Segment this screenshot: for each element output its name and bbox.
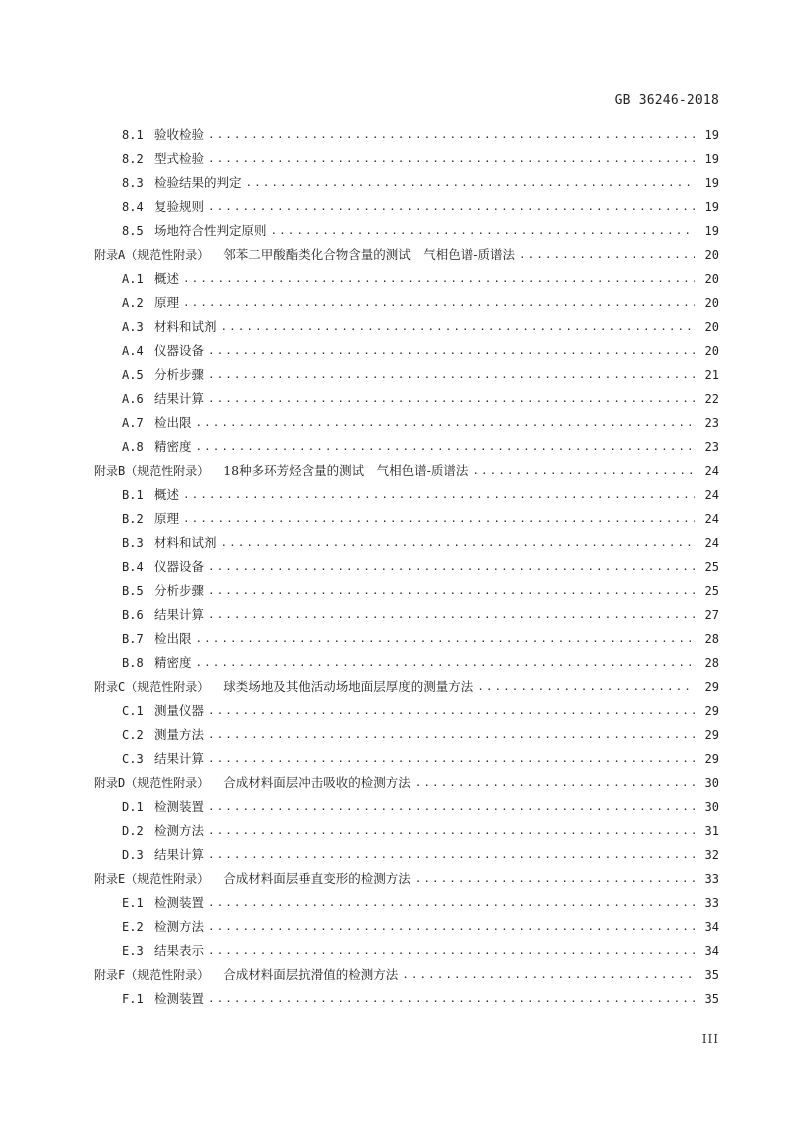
toc-page-number: 29 (704, 728, 719, 742)
toc-dot-leader (208, 843, 695, 867)
toc-page-number: 25 (704, 560, 719, 574)
toc-entry-title: 仪器设备 (154, 343, 205, 358)
toc-page-number: 19 (704, 200, 719, 214)
toc-dot-leader (246, 171, 695, 195)
toc-page-number: 35 (704, 968, 719, 982)
toc-page-number: 19 (704, 176, 719, 190)
toc-dot-leader (472, 459, 695, 483)
toc-entry-number: A.5 (122, 368, 144, 382)
toc-dot-leader (402, 963, 695, 987)
toc-dot-leader (208, 939, 695, 963)
toc-dot-leader (208, 363, 695, 387)
toc-page-number: 31 (704, 824, 719, 838)
toc-appendix-entry[interactable] (94, 675, 719, 699)
toc-entry-title: 测量仪器 (154, 703, 205, 718)
toc-entry-title: 材料和试剂 (154, 319, 217, 334)
toc-entry-title: 场地符合性判定原则 (154, 223, 267, 238)
toc-page-number: 33 (704, 872, 719, 886)
toc-dot-leader (208, 147, 695, 171)
toc-dot-leader (183, 483, 695, 507)
toc-dot-leader (208, 387, 695, 411)
toc-entry[interactable] (94, 435, 719, 459)
toc-page-number: 19 (704, 152, 719, 166)
toc-entry-title: 验收检验 (154, 127, 205, 142)
toc-entry-title: 检测方法 (154, 919, 205, 934)
toc-entry[interactable] (94, 531, 719, 555)
toc-entry-number: B.5 (122, 584, 144, 598)
toc-dot-leader (208, 795, 695, 819)
toc-page-number: 29 (704, 704, 719, 718)
toc-page-number: 21 (704, 368, 719, 382)
toc-entry-title: 结果计算 (154, 751, 205, 766)
toc-entry[interactable] (94, 315, 719, 339)
toc-entry-number: 附录C（规范性附录） (94, 680, 210, 694)
toc-entry[interactable] (94, 483, 719, 507)
toc-dot-leader (415, 771, 695, 795)
toc-entry[interactable] (94, 915, 719, 939)
toc-entry[interactable] (94, 747, 719, 771)
toc-entry[interactable] (94, 267, 719, 291)
toc-dot-leader (221, 315, 695, 339)
toc-entry-title: 概述 (154, 487, 180, 502)
toc-entry[interactable] (94, 507, 719, 531)
toc-dot-leader (208, 699, 695, 723)
toc-page-number: 30 (704, 776, 719, 790)
toc-dot-leader (519, 243, 695, 267)
toc-entry[interactable] (94, 939, 719, 963)
toc-entry[interactable] (94, 891, 719, 915)
toc-entry-number: 8.2 (122, 152, 144, 166)
toc-entry-number: B.8 (122, 656, 144, 670)
toc-page-number: 20 (704, 296, 719, 310)
toc-entry[interactable] (94, 651, 719, 675)
toc-entry-number: 附录D（规范性附录） (94, 776, 210, 790)
toc-appendix-entry[interactable] (94, 243, 719, 267)
toc-entry-title: 检测方法 (154, 823, 205, 838)
toc-appendix-entry[interactable] (94, 963, 719, 987)
toc-dot-leader (208, 915, 695, 939)
toc-entry-title: 原理 (154, 511, 180, 526)
toc-entry-title: 检验结果的判定 (154, 175, 242, 190)
toc-entry-title: 合成材料面层冲击吸收的检测方法 (223, 775, 411, 790)
toc-entry-title: 结果计算 (154, 847, 205, 862)
toc-page-number: 34 (704, 920, 719, 934)
toc-entry-number: E.3 (122, 944, 144, 958)
toc-entry-number: E.1 (122, 896, 144, 910)
toc-entry[interactable] (94, 147, 719, 171)
toc-entry[interactable] (94, 627, 719, 651)
toc-page-number: 32 (704, 848, 719, 862)
toc-entry[interactable] (94, 195, 719, 219)
toc-dot-leader (271, 219, 695, 243)
toc-page-number: 22 (704, 392, 719, 406)
toc-entry-number: E.2 (122, 920, 144, 934)
toc-entry-title: 合成材料面层抗滑值的检测方法 (223, 967, 399, 982)
toc-entry-number: C.3 (122, 752, 144, 766)
toc-entry-number: B.7 (122, 632, 144, 646)
toc-dot-leader (208, 555, 695, 579)
toc-entry[interactable] (94, 387, 719, 411)
toc-dot-leader (208, 339, 695, 363)
toc-entry-number: 8.3 (122, 176, 144, 190)
toc-entry-title: 结果计算 (154, 607, 205, 622)
toc-page-number: 30 (704, 800, 719, 814)
toc-entry-number: B.1 (122, 488, 144, 502)
toc-entry-number: 附录E（规范性附录） (94, 872, 210, 886)
toc-dot-leader (208, 723, 695, 747)
toc-entry-title: 合成材料面层垂直变形的检测方法 (223, 871, 411, 886)
toc-appendix-entry[interactable] (94, 459, 719, 483)
toc-page-number: 23 (704, 440, 719, 454)
toc-entry-number: 附录B（规范性附录） (94, 464, 210, 478)
toc-entry[interactable] (94, 123, 719, 147)
toc-page-number: 24 (704, 512, 719, 526)
toc-entry-title: 型式检验 (154, 151, 205, 166)
toc-entry-number: D.1 (122, 800, 144, 814)
toc-entry[interactable] (94, 795, 719, 819)
toc-page-number: 20 (704, 272, 719, 286)
toc-entry-number: A.1 (122, 272, 144, 286)
toc-entry[interactable] (94, 819, 719, 843)
toc-entry-title: 结果表示 (154, 943, 205, 958)
toc-entry-number: 8.1 (122, 128, 144, 142)
toc-dot-leader (196, 627, 695, 651)
toc-entry[interactable] (94, 363, 719, 387)
toc-entry-title: 复验规则 (154, 199, 205, 214)
toc-dot-leader (208, 195, 695, 219)
toc-entry-title: 精密度 (154, 655, 192, 670)
toc-entry-number: A.6 (122, 392, 144, 406)
toc-entry-number: A.7 (122, 416, 144, 430)
toc-page-number: 34 (704, 944, 719, 958)
toc-entry[interactable] (94, 555, 719, 579)
toc-entry[interactable] (94, 603, 719, 627)
toc-page-number: 20 (704, 320, 719, 334)
toc-page-number: 24 (704, 464, 719, 478)
toc-entry[interactable] (94, 411, 719, 435)
toc-entry[interactable] (94, 843, 719, 867)
page-folio: III (701, 1032, 719, 1046)
toc-entry-title: 18种多环芳烃含量的测试 气相色谱-质谱法 (223, 463, 469, 478)
toc-entry-title: 概述 (154, 271, 180, 286)
toc-entry[interactable] (94, 171, 719, 195)
toc-page-number: 35 (704, 992, 719, 1006)
toc-dot-leader (477, 675, 695, 699)
toc-dot-leader (208, 987, 695, 1011)
toc-entry-title: 检测装置 (154, 991, 205, 1006)
toc-entry-number: 8.4 (122, 200, 144, 214)
toc-entry-title: 测量方法 (154, 727, 205, 742)
standard-number: GB 36246-2018 (614, 93, 719, 108)
toc-page-number: 29 (704, 680, 719, 694)
toc-entry-title: 邻苯二甲酸酯类化合物含量的测试 气相色谱-质谱法 (223, 247, 515, 262)
toc-appendix-entry[interactable] (94, 771, 719, 795)
toc-entry[interactable] (94, 579, 719, 603)
toc-entry-title: 精密度 (154, 439, 192, 454)
toc-page-number: 24 (704, 488, 719, 502)
toc-appendix-entry[interactable] (94, 867, 719, 891)
toc-dot-leader (208, 603, 695, 627)
toc-entry-title: 原理 (154, 295, 180, 310)
toc-page-number: 20 (704, 248, 719, 262)
toc-page-number: 20 (704, 344, 719, 358)
toc-entry-number: B.4 (122, 560, 144, 574)
toc-entry-title: 球类场地及其他活动场地面层厚度的测量方法 (223, 679, 474, 694)
toc-entry-number: 8.5 (122, 224, 144, 238)
toc-entry-number: 附录F（规范性附录） (94, 968, 210, 982)
toc-dot-leader (208, 891, 695, 915)
toc-entry-number: C.1 (122, 704, 144, 718)
toc-entry-number: A.4 (122, 344, 144, 358)
toc-entry-title: 结果计算 (154, 391, 205, 406)
toc-dot-leader (208, 123, 695, 147)
toc-entry[interactable] (94, 291, 719, 315)
toc-page-number: 19 (704, 224, 719, 238)
toc-entry-title: 分析步骤 (154, 367, 205, 382)
toc-entry-number: C.2 (122, 728, 144, 742)
toc-entry-number: B.3 (122, 536, 144, 550)
toc-dot-leader (196, 651, 695, 675)
toc-dot-leader (221, 531, 695, 555)
toc-page-number: 33 (704, 896, 719, 910)
toc-dot-leader (183, 291, 695, 315)
toc-dot-leader (208, 579, 695, 603)
toc-page-number: 28 (704, 656, 719, 670)
toc-dot-leader (208, 819, 695, 843)
toc-dot-leader (196, 411, 695, 435)
toc-page-number: 24 (704, 536, 719, 550)
toc-page-number: 28 (704, 632, 719, 646)
toc-entry-number: A.3 (122, 320, 144, 334)
toc-entry[interactable] (94, 219, 719, 243)
toc-entry-number: B.6 (122, 608, 144, 622)
toc-page-number: 25 (704, 584, 719, 598)
toc-entry-title: 检出限 (154, 415, 192, 430)
toc-entry-title: 分析步骤 (154, 583, 205, 598)
toc-dot-leader (208, 747, 695, 771)
toc-entry-number: A.2 (122, 296, 144, 310)
table-of-contents (94, 123, 719, 1011)
toc-entry-number: F.1 (122, 992, 144, 1006)
toc-entry-number: B.2 (122, 512, 144, 526)
toc-entry-title: 材料和试剂 (154, 535, 217, 550)
toc-entry[interactable] (94, 987, 719, 1011)
toc-dot-leader (183, 507, 695, 531)
toc-page-number: 29 (704, 752, 719, 766)
toc-entry-number: 附录A（规范性附录） (94, 248, 210, 262)
toc-entry-number: A.8 (122, 440, 144, 454)
toc-page-number: 19 (704, 128, 719, 142)
toc-entry[interactable] (94, 699, 719, 723)
toc-entry-number: D.2 (122, 824, 144, 838)
toc-entry-title: 仪器设备 (154, 559, 205, 574)
toc-entry[interactable] (94, 339, 719, 363)
toc-entry-number: D.3 (122, 848, 144, 862)
toc-page-number: 27 (704, 608, 719, 622)
toc-dot-leader (196, 435, 695, 459)
toc-page-number: 23 (704, 416, 719, 430)
toc-dot-leader (183, 267, 695, 291)
toc-entry[interactable] (94, 723, 719, 747)
toc-entry-title: 检测装置 (154, 895, 205, 910)
toc-entry-title: 检测装置 (154, 799, 205, 814)
toc-dot-leader (415, 867, 695, 891)
toc-entry-title: 检出限 (154, 631, 192, 646)
